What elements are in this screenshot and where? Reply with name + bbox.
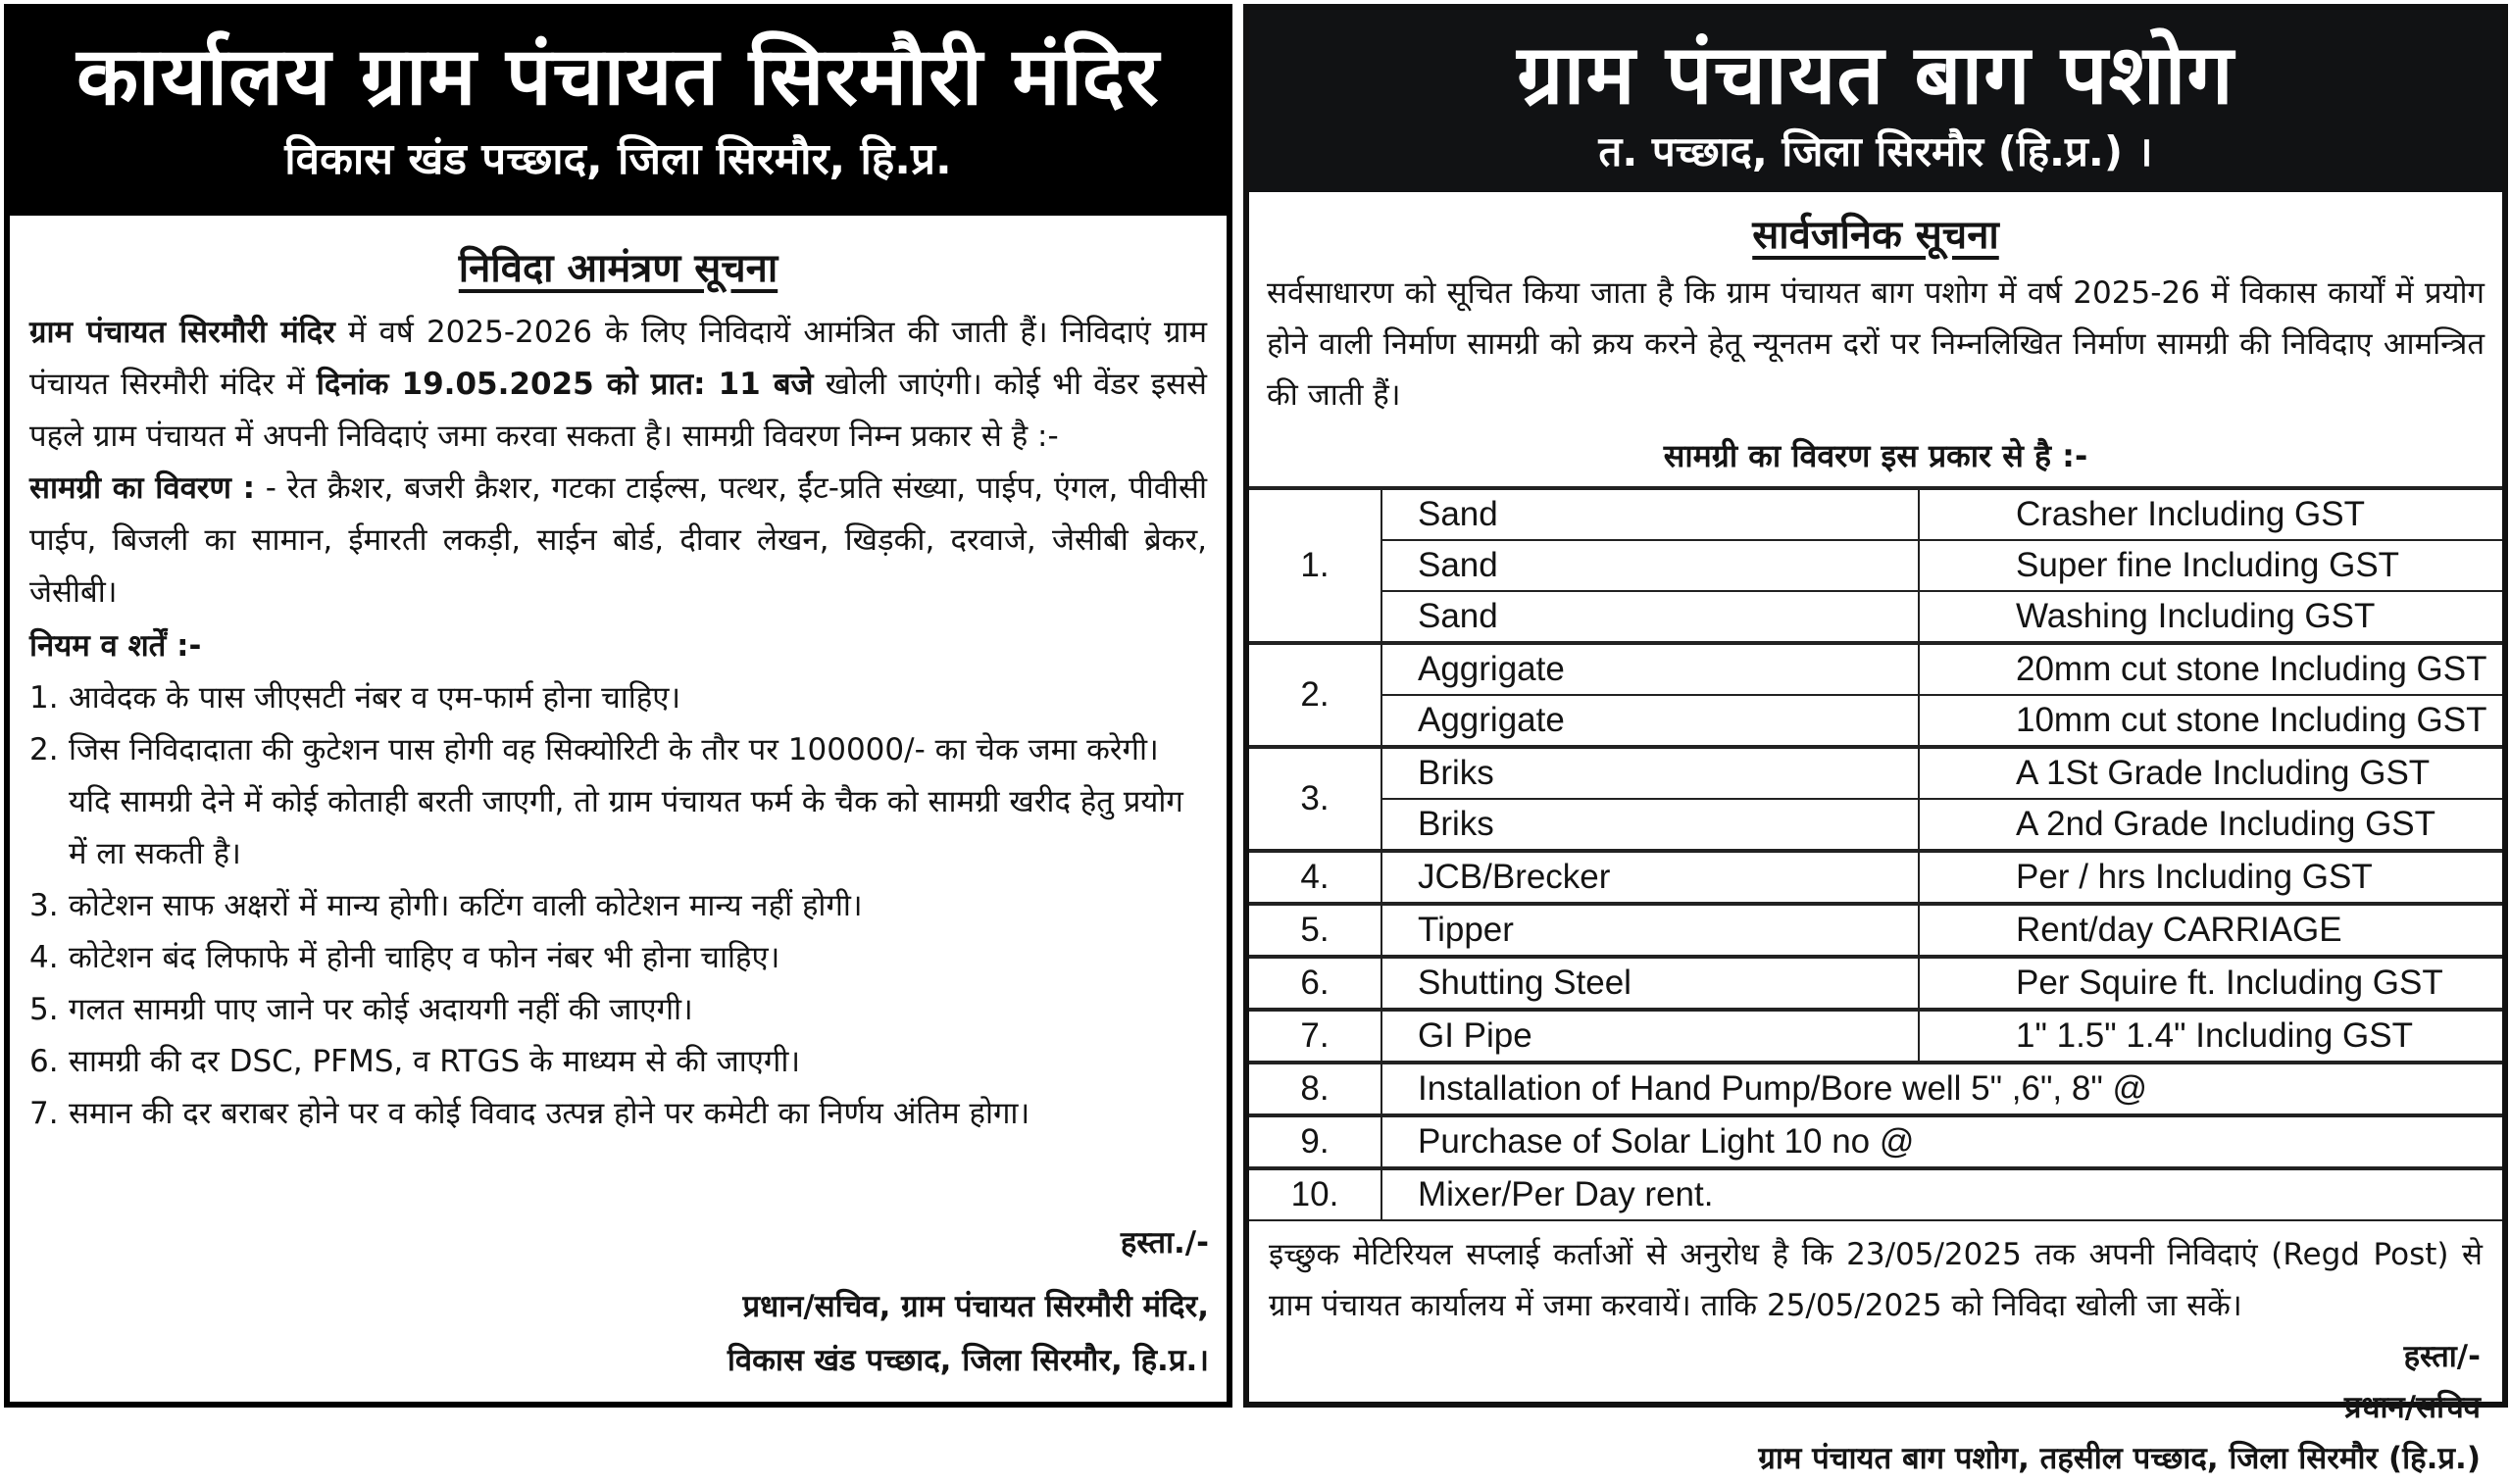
item-number: 6. bbox=[1249, 957, 1381, 1010]
table-row bbox=[1249, 643, 2502, 695]
item-name: Sand bbox=[1381, 591, 1919, 643]
signature-mark: हस्ता./- bbox=[1120, 1225, 1209, 1261]
rule-text: जिस निविदादाता की कुटेशन पास होगी वह सिक्योरिटी के तौर पर 100000/- का चेक जमा करेगी। यदि सामग्री देने में कोई कोताही बरती जाएगी, तो ग्राम पंचायत फर्म के चैक को सामग्री खरीद हेतु प्रयोग में ला सकती है। bbox=[69, 732, 1183, 871]
rule-text: कोटेशन साफ अक्षरों में मान्य होगी। कटिंग वाली कोटेशन मान्य नहीं होगी। bbox=[69, 888, 863, 923]
rule-number: 3. bbox=[29, 888, 59, 923]
table-row bbox=[1249, 591, 2502, 643]
rule-item bbox=[29, 1088, 1207, 1140]
signature-block bbox=[728, 1216, 1209, 1388]
materials-list: - रेत क्रैशर, बजरी क्रैशर, गटका टाईल्स, पत्थर, ईंट-प्रति संख्या, पाईप, एंगल, पीवीसी पाईप, बिजली का सामान, ईमारती लकड़ी, साईन बोर्ड, दीवार लेखन, खिड़की, दरवाजे, जेसीबी ब्रेकर, जेसीबी। bbox=[29, 470, 1207, 610]
item-description: Washing Including GST bbox=[1919, 591, 2502, 643]
table-row bbox=[1249, 851, 2502, 904]
rules-title: नियम व शर्तें :- bbox=[29, 628, 202, 664]
item-number: 8. bbox=[1249, 1063, 1381, 1115]
item-description: Per Squire ft. Including GST bbox=[1919, 957, 2502, 1010]
notice-body bbox=[10, 216, 1227, 1140]
rule-item bbox=[29, 672, 1207, 724]
table-row bbox=[1249, 1063, 2502, 1115]
table-row bbox=[1249, 957, 2502, 1010]
item-name: JCB/Brecker bbox=[1381, 851, 1919, 904]
item-description: Crasher Including GST bbox=[1919, 488, 2502, 540]
intro-text: में वर्ष 2025-2026 के लिए निविदायें आमंत्रित की जाती हैं। निविदाएं ग्राम पंचायत सिरमौरी मंदिर में bbox=[29, 315, 1208, 402]
table-row bbox=[1249, 695, 2502, 747]
item-description: A 2nd Grade Including GST bbox=[1919, 799, 2502, 851]
item-description: 10mm cut stone Including GST bbox=[1919, 695, 2502, 747]
closing-paragraph: इच्छुक मेटिरियल सप्लाई कर्ताओं से अनुरोध है कि 23/05/2025 तक अपनी निविदाएं (Regd Post) से ग्राम पंचायत कार्यालय में जमा करवायें। ताकि 25/05/2025 को निविदा खोली जा सकें। bbox=[1269, 1237, 2483, 1323]
intro-paragraph: सर्वसाधारण को सूचित किया जाता है कि ग्राम पंचायत बाग पशोग में वर्ष 2025-26 में विकास कार्यों में प्रयोग होने वाली निर्माण सामग्री को क्रय करने हेतू न्यूनतम दरों पर निम्नलिखित निर्माण सामग्री की निविदाए आमन्त्रित की जाती हैं। bbox=[1267, 275, 2485, 413]
tender-notice-sirmauri-mandir bbox=[4, 4, 1232, 1408]
item-name: GI Pipe bbox=[1381, 1010, 1919, 1063]
table-row bbox=[1249, 540, 2502, 591]
rule-number: 7. bbox=[29, 1096, 59, 1131]
table-row bbox=[1249, 799, 2502, 851]
item-name: Briks bbox=[1381, 799, 1919, 851]
rules-list bbox=[29, 672, 1207, 1140]
item-number: 4. bbox=[1249, 851, 1381, 904]
rule-text: सामग्री की दर DSC, PFMS, व RTGS के माध्यम से की जाएगी। bbox=[69, 1044, 801, 1079]
rule-text: आवेदक के पास जीएसटी नंबर व एम-फार्म होना चाहिए। bbox=[69, 680, 681, 716]
item-number: 2. bbox=[1249, 643, 1381, 747]
item-name: Mixer/Per Day rent. bbox=[1381, 1168, 2502, 1220]
signatory-line-1: प्रधान/सचिव bbox=[2343, 1390, 2481, 1425]
item-number: 3. bbox=[1249, 747, 1381, 851]
rule-number: 4. bbox=[29, 940, 59, 975]
item-name: Sand bbox=[1381, 540, 1919, 591]
item-name: Briks bbox=[1381, 747, 1919, 799]
signatory-line-2: ग्राम पंचायत बाग पशोग, तहसील पच्छाद, जिला सिरमौर (हि.प्र.) bbox=[1758, 1441, 2481, 1476]
signatory-line-1: प्रधान/सचिव, ग्राम पंचायत सिरमौरी मंदिर, bbox=[742, 1289, 1209, 1324]
item-number: 10. bbox=[1249, 1168, 1381, 1220]
item-name: Shutting Steel bbox=[1381, 957, 1919, 1010]
rule-item bbox=[29, 724, 1207, 880]
item-name: Purchase of Solar Light 10 no @ bbox=[1381, 1115, 2502, 1168]
notice-heading: निविदा आमंत्रण सूचना bbox=[458, 246, 778, 291]
opening-date: दिनांक 19.05.2025 को प्रात: 11 बजे bbox=[316, 367, 814, 402]
item-number: 5. bbox=[1249, 904, 1381, 957]
banner-subtitle: त. पच्छाद, जिला सिरमौर (हि.प्र.) । bbox=[1598, 126, 2153, 175]
table-row bbox=[1249, 1010, 2502, 1063]
table-row bbox=[1249, 1168, 2502, 1220]
item-name: Installation of Hand Pump/Bore well 5" ,6", 8" @ bbox=[1381, 1063, 2502, 1115]
notice-heading: सार्वजनिक सूचना bbox=[1752, 213, 1999, 258]
materials-heading: सामग्री का विवरण इस प्रकार से है :- bbox=[1663, 437, 2088, 474]
rule-text: कोटेशन बंद लिफाफे में होनी चाहिए व फोन नंबर भी होना चाहिए। bbox=[69, 940, 780, 975]
item-number: 1. bbox=[1249, 488, 1381, 643]
rule-number: 5. bbox=[29, 992, 59, 1027]
item-name: Aggrigate bbox=[1381, 695, 1919, 747]
item-name: Aggrigate bbox=[1381, 643, 1919, 695]
item-number: 7. bbox=[1249, 1010, 1381, 1063]
public-notice-bag-pashog bbox=[1243, 4, 2508, 1476]
item-description: A 1St Grade Including GST bbox=[1919, 747, 2502, 799]
table-row bbox=[1249, 747, 2502, 799]
item-description: 1" 1.5" 1.4" Including GST bbox=[1919, 1010, 2502, 1063]
banner-subtitle: विकास खंड पच्छाद, जिला सिरमौर, हि.प्र. bbox=[284, 134, 952, 185]
rule-item bbox=[29, 880, 1207, 932]
rule-text: समान की दर बराबर होने पर व कोई विवाद उत्पन्न होने पर कमेटी का निर्णय अंतिम होगा। bbox=[69, 1096, 1030, 1131]
item-name: Sand bbox=[1381, 488, 1919, 540]
item-name: Tipper bbox=[1381, 904, 1919, 957]
rule-text: गलत सामग्री पाए जाने पर कोई अदायगी नहीं की जाएगी। bbox=[69, 992, 693, 1027]
intro-panchayat-name: ग्राम पंचायत सिरमौरी मंदिर bbox=[29, 315, 335, 350]
materials-label: सामग्री का विवरण : bbox=[29, 470, 256, 506]
rule-number: 2. bbox=[29, 732, 59, 767]
rule-item bbox=[29, 984, 1207, 1036]
signature-mark: हस्ता/- bbox=[2403, 1339, 2481, 1374]
notice-body bbox=[1249, 206, 2502, 1484]
item-description: Rent/day CARRIAGE bbox=[1919, 904, 2502, 957]
banner-title: ग्राम पंचायत बाग पशोग bbox=[1517, 26, 2234, 123]
table-row bbox=[1249, 488, 2502, 540]
item-description: Per / hrs Including GST bbox=[1919, 851, 2502, 904]
intro-paragraph bbox=[29, 307, 1207, 463]
signatory-line-2: विकास खंड पच्छाद, जिला सिरमौर, हि.प्र.। bbox=[727, 1343, 1209, 1378]
rule-number: 6. bbox=[29, 1044, 59, 1079]
item-description: Super fine Including GST bbox=[1919, 540, 2502, 591]
notice-banner bbox=[1249, 10, 2502, 192]
materials-paragraph bbox=[29, 463, 1207, 618]
table-row bbox=[1249, 904, 2502, 957]
item-description: 20mm cut stone Including GST bbox=[1919, 643, 2502, 695]
rule-item bbox=[29, 1036, 1207, 1088]
notice-banner bbox=[10, 10, 1227, 216]
rule-number: 1. bbox=[29, 680, 59, 716]
intro-text-cont: खोली जाएंगी। कोई भी वेंडर इससे पहले ग्राम पंचायत में अपनी निविदाएं जमा करवा सकता है। सामग्री विवरण निम्न प्रकार से है :- bbox=[29, 367, 1207, 454]
banner-title: कार्यालय ग्राम पंचायत सिरमौरी मंदिर bbox=[76, 30, 1160, 124]
rule-item bbox=[29, 932, 1207, 984]
table-row bbox=[1249, 1115, 2502, 1168]
materials-table bbox=[1249, 486, 2502, 1221]
item-number: 9. bbox=[1249, 1115, 1381, 1168]
